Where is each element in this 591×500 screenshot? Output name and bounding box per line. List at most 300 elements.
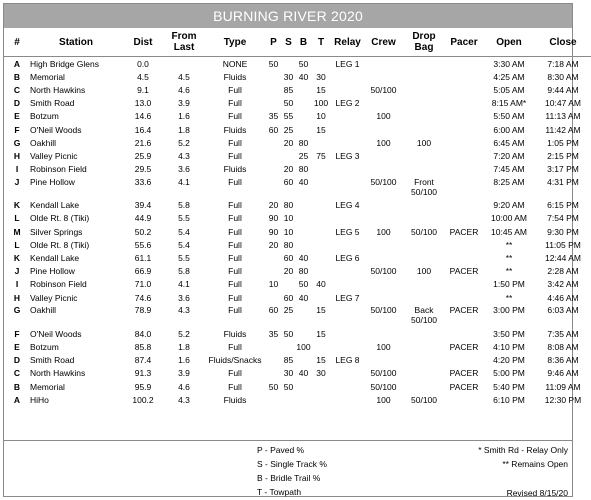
cell-bridle (296, 225, 311, 238)
cell-drop-bag (403, 278, 445, 291)
cell-towpath (311, 340, 331, 353)
cell-station: Valley Picnic (30, 150, 78, 161)
cell-bridle (296, 97, 311, 110)
cell-dist: 91.3 (134, 368, 152, 379)
cell-open: 1:50 PM (493, 279, 525, 290)
cell-from-last: 5.4 (178, 239, 190, 250)
cell-crew (364, 251, 403, 264)
cell-pacer (445, 97, 483, 110)
cell-code: C (13, 368, 21, 379)
cell-type: Full (228, 111, 242, 122)
cell-towpath (311, 136, 331, 149)
cell-bridle: 40 (298, 71, 309, 82)
col-header-towpath: T (317, 36, 325, 48)
cell-station: Smith Road (30, 98, 75, 109)
cell-type: Full (228, 137, 242, 148)
cell-code: B (13, 71, 21, 82)
cell-bridle: 40 (298, 368, 309, 379)
cell-from-last: 5.2 (178, 328, 190, 339)
cell-relay (331, 123, 364, 136)
cell-dist: 55.6 (134, 239, 152, 250)
cell-paved: 50 (268, 381, 279, 392)
cell-dist: 74.6 (134, 292, 152, 303)
cell-crew (364, 354, 403, 367)
cell-close: 1:05 PM (547, 137, 579, 148)
cell-relay (331, 327, 364, 340)
cell-drop-bag: Front 50/100 (411, 176, 437, 197)
cell-crew (364, 199, 403, 212)
cell-open: 3:00 PM (493, 305, 525, 316)
cell-drop-bag: 100 (416, 266, 432, 277)
cell-station: Memorial (30, 71, 65, 82)
cell-paved: 90 (268, 226, 279, 237)
cell-station: Kendall Lake (30, 200, 80, 211)
cell-type: Full (228, 266, 242, 277)
cell-relay (331, 304, 364, 327)
cell-close: 3:17 PM (547, 164, 579, 175)
cell-code: H (13, 292, 21, 303)
cell-towpath (311, 225, 331, 238)
cell-dist: 61.1 (134, 253, 152, 264)
table-row (4, 83, 591, 96)
station-table (4, 57, 591, 406)
cell-single-track: 85 (283, 84, 294, 95)
cell-relay (331, 176, 364, 199)
cell-pacer (445, 354, 483, 367)
table-row (4, 291, 591, 304)
cell-close: 11:13 AM (545, 111, 581, 122)
cell-pacer (445, 291, 483, 304)
cell-crew (364, 212, 403, 225)
cell-station: Robinson Field (30, 279, 87, 290)
cell-drop-bag (403, 367, 445, 380)
cell-relay (331, 265, 364, 278)
cell-towpath (311, 199, 331, 212)
cell-from-last: 4.1 (178, 176, 190, 187)
cell-bridle: 40 (298, 253, 309, 264)
cell-bridle: 80 (298, 164, 309, 175)
footnote-relay-only: * Smith Rd - Relay Only (478, 445, 568, 455)
cell-single-track: 50 (283, 381, 294, 392)
cell-pacer (445, 70, 483, 83)
cell-single-track (281, 278, 296, 291)
cell-from-last: 4.1 (178, 279, 190, 290)
cell-from-last: 4.6 (178, 381, 190, 392)
cell-relay: LEG 2 (335, 98, 360, 109)
cell-pacer (445, 163, 483, 176)
cell-relay: LEG 4 (335, 200, 360, 211)
cell-pacer (445, 57, 483, 70)
cell-code: F (14, 124, 20, 135)
cell-towpath: 40 (316, 279, 326, 290)
legend-bridle-trail: B - Bridle Trail % (257, 473, 321, 483)
cell-paved (266, 340, 281, 353)
table-row (4, 393, 591, 406)
sheet-title: BURNING RIVER 2020 (4, 4, 572, 28)
col-header-open: Open (496, 36, 522, 48)
cell-pacer (445, 212, 483, 225)
cell-relay: LEG 1 (335, 58, 360, 69)
cell-crew (364, 278, 403, 291)
cell-code: J (14, 266, 20, 277)
cell-pacer: PACER (449, 341, 479, 352)
cell-type: Full (228, 305, 242, 316)
cell-open: 6:10 PM (493, 394, 525, 405)
cell-station: HiHo (30, 394, 49, 405)
cell-crew (364, 238, 403, 251)
cell-close: 4:46 AM (547, 292, 579, 303)
cell-bridle (296, 212, 311, 225)
cell-relay (331, 367, 364, 380)
cell-bridle: 40 (298, 176, 309, 187)
cell-drop-bag (403, 110, 445, 123)
cell-crew: 50/100 (370, 305, 397, 316)
cell-close: 8:08 AM (547, 341, 579, 352)
cell-close: 12:30 PM (544, 394, 582, 405)
cell-paved: 50 (268, 58, 279, 69)
table-header (4, 28, 591, 57)
cell-relay (331, 393, 364, 406)
cell-from-last: 3.9 (178, 368, 190, 379)
cell-dist: 66.9 (134, 266, 152, 277)
cell-code: K (13, 200, 21, 211)
cell-type: Fluids (223, 124, 247, 135)
cell-towpath (311, 163, 331, 176)
cell-dist: 84.0 (134, 328, 152, 339)
cell-open: 9:20 AM (493, 200, 525, 211)
cell-code: C (13, 84, 21, 95)
cell-drop-bag (403, 212, 445, 225)
cell-type: Full (228, 292, 242, 303)
legend-footer (4, 440, 572, 499)
cell-relay: LEG 5 (335, 226, 360, 237)
cell-paved (266, 291, 281, 304)
cell-station: Silver Springs (30, 226, 83, 237)
legend-paved: P - Paved % (257, 445, 305, 455)
table-row (4, 380, 591, 393)
cell-station: Botzum (30, 111, 59, 122)
cell-drop-bag (403, 199, 445, 212)
cell-pacer: PACER (449, 226, 479, 237)
cell-crew: 50/100 (370, 176, 397, 187)
col-header-single-track: S (285, 36, 292, 48)
cell-relay (331, 70, 364, 83)
cell-crew: 100 (376, 341, 391, 352)
cell-close: 6:15 PM (547, 200, 579, 211)
cell-type: NONE (222, 58, 248, 69)
cell-type: Full (228, 150, 242, 161)
cell-pacer (445, 238, 483, 251)
cell-drop-bag (403, 163, 445, 176)
table-row (4, 163, 591, 176)
cell-close: 9:44 AM (547, 84, 579, 95)
aid-station-sheet (3, 3, 582, 498)
cell-relay (331, 163, 364, 176)
cell-towpath: 30 (316, 368, 326, 379)
cell-station: Olde Rt. 8 (Tiki) (30, 213, 90, 224)
cell-from-last: 4.5 (178, 71, 190, 82)
cell-drop-bag: 50/100 (411, 226, 437, 237)
cell-from-last: 5.2 (178, 137, 190, 148)
cell-dist: 14.6 (134, 111, 152, 122)
cell-bridle: 25 (298, 150, 309, 161)
col-header-type: Type (223, 36, 247, 48)
cell-single-track: 80 (283, 200, 294, 211)
cell-crew (364, 123, 403, 136)
cell-type: Fluids (223, 164, 247, 175)
cell-from-last: 1.6 (178, 355, 190, 366)
table-row (4, 251, 591, 264)
cell-single-track: 30 (283, 368, 294, 379)
cell-dist: 39.4 (134, 200, 152, 211)
cell-bridle: 50 (298, 58, 309, 69)
cell-bridle (296, 83, 311, 96)
cell-code: A (13, 58, 21, 69)
cell-close: 11:09 AM (545, 381, 581, 392)
cell-paved: 10 (268, 279, 279, 290)
cell-bridle (296, 304, 311, 327)
cell-dist: 71.0 (134, 279, 152, 290)
cell-type: Full (228, 381, 242, 392)
cell-open: 8:25 AM (493, 176, 525, 187)
cell-dist: 13.0 (134, 98, 152, 109)
table-row (4, 149, 591, 162)
cell-close: 9:30 PM (547, 226, 579, 237)
cell-close: 7:18 AM (547, 58, 579, 69)
cell-open: ** (505, 292, 513, 303)
cell-bridle (296, 380, 311, 393)
cell-pacer: PACER (449, 368, 479, 379)
cell-towpath (311, 380, 331, 393)
col-header-paved: P (270, 36, 277, 48)
cell-pacer (445, 83, 483, 96)
cell-open: 3:30 AM (493, 58, 525, 69)
table-row (4, 97, 591, 110)
cell-drop-bag: 100 (416, 137, 432, 148)
cell-close: 8:36 AM (547, 355, 579, 366)
cell-towpath: 15 (316, 355, 326, 366)
cell-paved (266, 83, 281, 96)
cell-code: M (13, 226, 21, 237)
cell-crew: 100 (376, 111, 391, 122)
table-row (4, 238, 591, 251)
cell-single-track (281, 340, 296, 353)
cell-type: Full (228, 239, 242, 250)
cell-station: Memorial (30, 381, 65, 392)
cell-station: Robinson Field (30, 164, 87, 175)
cell-pacer (445, 149, 483, 162)
cell-towpath (311, 393, 331, 406)
col-header-pacer: Pacer (450, 36, 478, 48)
table-row (4, 278, 591, 291)
cell-dist: 95.9 (134, 381, 152, 392)
cell-single-track: 20 (283, 266, 294, 277)
cell-towpath (311, 238, 331, 251)
cell-dist: 100.2 (132, 394, 154, 405)
cell-crew: 50/100 (370, 266, 397, 277)
cell-crew (364, 57, 403, 70)
cell-towpath (311, 265, 331, 278)
table-row (4, 57, 591, 70)
cell-station: North Hawkins (30, 84, 86, 95)
cell-code: D (13, 98, 21, 109)
cell-crew (364, 163, 403, 176)
cell-from-last: 5.4 (178, 226, 190, 237)
cell-code: I (15, 279, 19, 290)
cell-dist: 0.0 (137, 58, 149, 69)
cell-open: 7:20 AM (493, 150, 525, 161)
cell-single-track: 25 (283, 305, 294, 316)
table-row (4, 176, 591, 199)
cell-single-track (281, 57, 296, 70)
cell-single-track: 20 (283, 137, 294, 148)
cell-relay (331, 83, 364, 96)
table-row (4, 327, 591, 340)
cell-type: Full (228, 213, 242, 224)
cell-open: 5:05 AM (493, 84, 525, 95)
cell-paved: 90 (268, 213, 279, 224)
cell-paved (266, 367, 281, 380)
header-row (4, 28, 591, 57)
cell-paved: 20 (268, 200, 279, 211)
cell-station: Valley Picnic (30, 292, 78, 303)
cell-type: Full (228, 226, 242, 237)
cell-drop-bag (403, 70, 445, 83)
cell-drop-bag (403, 251, 445, 264)
cell-single-track: 80 (283, 239, 294, 250)
cell-paved: 60 (268, 305, 279, 316)
cell-relay (331, 110, 364, 123)
col-header-drop-bag: Drop Bag (412, 31, 436, 53)
cell-single-track (281, 149, 296, 162)
cell-pacer (445, 199, 483, 212)
cell-close: 4:31 PM (547, 176, 579, 187)
cell-paved (266, 97, 281, 110)
cell-dist: 9.1 (137, 84, 149, 95)
cell-from-last: 3.6 (178, 292, 190, 303)
table-row (4, 199, 591, 212)
cell-code: E (14, 341, 20, 352)
cell-open: 3:50 PM (493, 328, 525, 339)
cell-type: Full (228, 98, 242, 109)
cell-dist: 4.5 (137, 71, 149, 82)
cell-bridle (296, 199, 311, 212)
table-row (4, 367, 591, 380)
cell-pacer (445, 123, 483, 136)
col-header-station: Station (59, 36, 93, 48)
cell-crew (364, 327, 403, 340)
cell-open: ** (505, 253, 513, 264)
col-header-code: # (14, 36, 20, 48)
cell-station: Oakhill (30, 137, 56, 148)
cell-paved (266, 70, 281, 83)
cell-code: A (13, 394, 21, 405)
cell-close: 9:46 AM (547, 368, 579, 379)
cell-from-last: 5.8 (178, 266, 190, 277)
cell-relay (331, 278, 364, 291)
cell-type: Full (228, 84, 242, 95)
cell-single-track: 10 (283, 213, 294, 224)
cell-drop-bag (403, 238, 445, 251)
cell-drop-bag (403, 57, 445, 70)
cell-code: H (13, 150, 21, 161)
cell-code: I (15, 164, 19, 175)
cell-bridle: 50 (298, 279, 309, 290)
cell-open: ** (505, 239, 513, 250)
cell-bridle: 40 (298, 292, 309, 303)
cell-single-track: 60 (283, 253, 294, 264)
cell-close: 3:42 AM (547, 279, 579, 290)
cell-pacer (445, 136, 483, 149)
cell-from-last (164, 57, 204, 70)
cell-from-last: 5.5 (178, 253, 190, 264)
cell-drop-bag (403, 380, 445, 393)
cell-close: 7:35 AM (547, 328, 579, 339)
cell-bridle (296, 238, 311, 251)
cell-from-last: 3.9 (178, 98, 190, 109)
cell-dist: 78.9 (134, 305, 152, 316)
cell-drop-bag: Back 50/100 (411, 305, 437, 326)
cell-open: 4:20 PM (493, 355, 525, 366)
cell-relay (331, 380, 364, 393)
cell-dist: 29.5 (134, 164, 152, 175)
cell-pacer: PACER (449, 381, 479, 392)
cell-crew: 100 (376, 226, 391, 237)
cell-single-track: 25 (283, 124, 294, 135)
cell-type: Fluids (223, 394, 247, 405)
cell-towpath: 15 (316, 84, 326, 95)
table-row (4, 70, 591, 83)
cell-station: Pine Hollow (30, 266, 75, 277)
cell-paved: 35 (268, 111, 279, 122)
cell-paved (266, 265, 281, 278)
cell-drop-bag (403, 123, 445, 136)
cell-single-track: 50 (283, 328, 294, 339)
cell-open: ** (505, 266, 513, 277)
cell-from-last: 3.6 (178, 164, 190, 175)
cell-pacer (445, 278, 483, 291)
cell-type: Fluids/Snacks (208, 355, 262, 366)
cell-relay: LEG 8 (335, 355, 360, 366)
cell-station: O'Neil Woods (30, 124, 82, 135)
cell-single-track: 20 (283, 164, 294, 175)
cell-dist: 87.4 (134, 355, 152, 366)
cell-station: Kendall Lake (30, 253, 80, 264)
cell-from-last: 4.3 (178, 150, 190, 161)
cell-dist: 33.6 (134, 176, 152, 187)
cell-relay (331, 212, 364, 225)
cell-pacer (445, 327, 483, 340)
cell-station: High Bridge Glens (30, 58, 99, 69)
table-row (4, 136, 591, 149)
cell-pacer (445, 110, 483, 123)
cell-drop-bag (403, 354, 445, 367)
cell-open: 4:10 PM (493, 341, 525, 352)
cell-dist: 50.2 (134, 226, 152, 237)
legend-single-track: S - Single Track % (257, 459, 327, 469)
cell-towpath: 15 (316, 305, 326, 316)
cell-close: 10:47 AM (545, 98, 581, 109)
cell-single-track: 85 (283, 355, 294, 366)
cell-bridle (296, 327, 311, 340)
table-row (4, 304, 591, 327)
cell-single-track: 10 (283, 226, 294, 237)
cell-station: Olde Rt. 8 (Tiki) (30, 239, 90, 250)
cell-code: L (14, 213, 20, 224)
cell-paved (266, 393, 281, 406)
cell-type: Full (228, 253, 242, 264)
cell-pacer (445, 393, 483, 406)
